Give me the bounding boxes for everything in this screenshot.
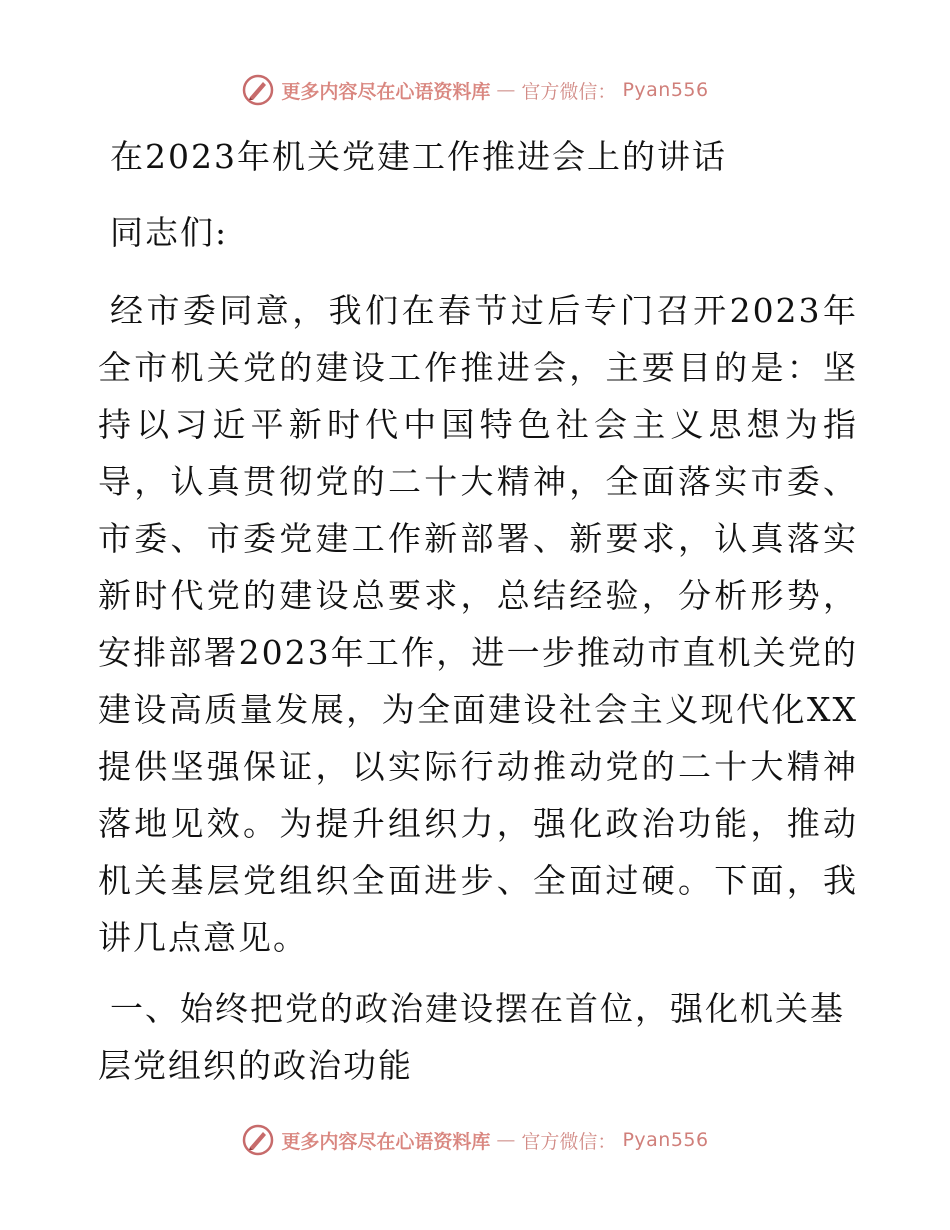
document-title: 在2023年机关党建工作推进会上的讲话 [110,137,727,176]
body-paragraph: 经市委同意，我们在春节过后专门召开2023年全市机关党的建设工作推进会，主要目的是：坚持以习近平新时代中国特色社会主义思想为指导，认真贯彻党的二十大精神，全面落实市委、市委、市委党建工作新部署、新要求，认真落实新时代党的建设总要求，总结经验，分析形势，安排部署2023年工作，进一步推动市直机关党的建设高质量发展，为全面建设社会主义现代化XX提供坚强保证，以实际行动推动党的二十大精神落地见效。为提升组织力，强化政治功能，推动机关基层党组织全面进步、全面过硬。下面，我讲几点意见。 [98,291,858,957]
watermark-contact-id: Pyan556 [622,1129,709,1151]
watermark-separator: — [496,1129,516,1151]
watermark-text: 更多内容尽在心语资料库 [281,80,491,103]
pen-logo-icon [241,1123,275,1157]
pen-logo-icon [241,73,275,107]
watermark-separator: — [496,79,516,101]
watermark-text: 更多内容尽在心语资料库 [281,1130,491,1153]
section-heading: 一、始终把党的政治建设摆在首位，强化机关基层党组织的政治功能 [98,989,845,1085]
watermark-contact-label: 官方微信： [521,1130,617,1153]
watermark-contact-label: 官方微信： [521,80,617,103]
watermark-contact-id: Pyan556 [622,79,709,101]
watermark-header [0,70,950,110]
salutation: 同志们: [110,213,229,252]
watermark-footer [0,1120,950,1160]
document-body [98,118,858,1094]
